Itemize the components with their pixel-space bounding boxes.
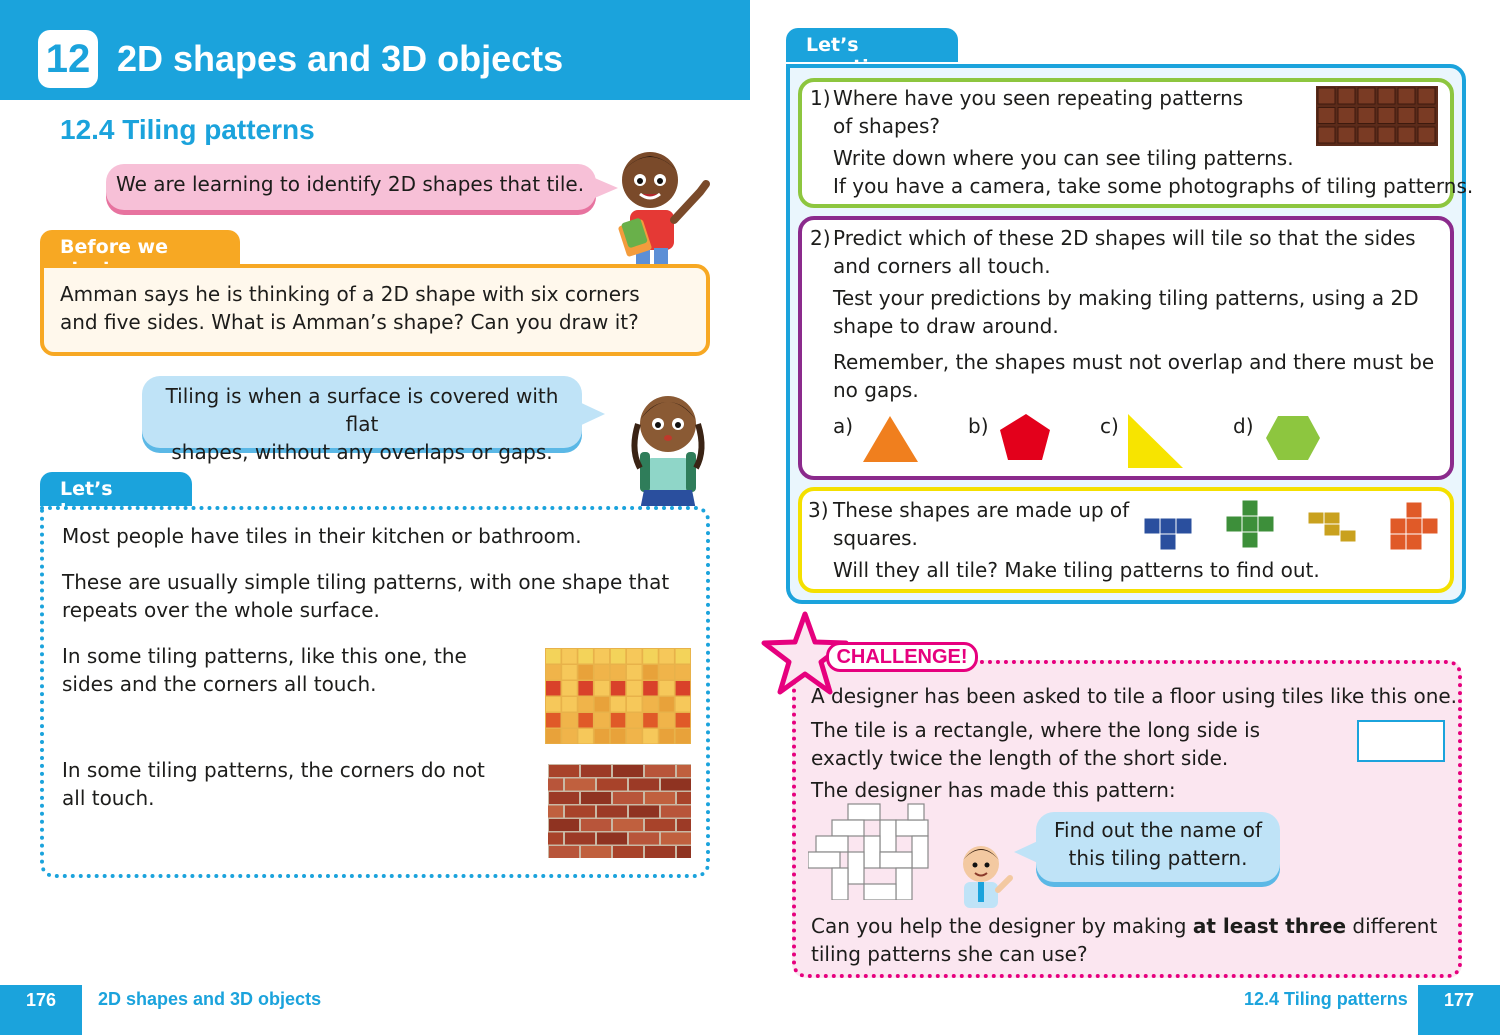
brick <box>548 806 563 818</box>
chocolate-square <box>1318 108 1335 124</box>
challenge-line1: A designer has been asked to tile a floor using tiles like this one. <box>811 684 1458 708</box>
brick <box>565 833 595 845</box>
square-tiles-photo <box>545 648 691 744</box>
square-tile <box>643 665 658 680</box>
brick <box>645 792 675 804</box>
q2-text <box>833 224 1434 404</box>
brick <box>677 819 691 831</box>
chapter-number-badge: 12 <box>38 30 98 88</box>
brick <box>629 833 659 845</box>
find-name-line2: this tiling pattern. <box>1068 846 1248 870</box>
lets-learn-p4 <box>62 756 485 812</box>
pentagon-shape <box>1000 414 1050 460</box>
square-tile <box>676 697 691 712</box>
square-tile <box>562 649 577 664</box>
q2-line6: no gaps. <box>833 378 919 402</box>
brick <box>597 833 627 845</box>
brick <box>629 806 659 818</box>
brick <box>549 819 579 831</box>
square-tile <box>659 697 674 712</box>
brick <box>581 792 611 804</box>
q2-line1: Predict which of these 2D shapes will tile so that the sides <box>833 226 1416 250</box>
brick <box>645 819 675 831</box>
challenge-line6: tiling patterns she can use? <box>811 942 1088 966</box>
chocolate-square <box>1318 88 1335 104</box>
square-tile <box>676 649 691 664</box>
herringbone-tile <box>908 804 924 820</box>
square-tile <box>676 729 691 744</box>
challenge-line2: The tile is a rectangle, where the long side is <box>811 718 1261 742</box>
square-tile <box>562 681 577 696</box>
herringbone-tile <box>848 804 880 820</box>
square-tile <box>546 729 561 744</box>
square-tile <box>627 713 642 728</box>
q1-number: 1) <box>810 86 831 110</box>
square-tile <box>611 665 626 680</box>
herringbone-tile <box>896 820 928 836</box>
lets-practise-tab: Let’s <box>786 28 958 62</box>
lets-learn-p4-line1: In some tiling patterns, the corners do not <box>62 758 485 782</box>
square-tile <box>578 713 593 728</box>
challenge-line5 <box>811 912 1437 940</box>
right-triangle-shape <box>1128 414 1183 468</box>
square-tile <box>676 713 691 728</box>
brick <box>549 846 579 858</box>
section-title: 12.4 Tiling patterns <box>60 114 315 145</box>
q2-option-c-label: c) <box>1100 414 1119 438</box>
chapter-title: 2D shapes and 3D objects <box>117 38 564 79</box>
square-tile <box>562 729 577 744</box>
brick <box>661 833 691 845</box>
objective-text: We are learning to identify 2D shapes that tile. <box>116 172 585 196</box>
square-tile <box>643 681 658 696</box>
brick <box>548 779 563 791</box>
chocolate-square <box>1338 127 1355 143</box>
q1-line4: If you have a camera, take some photographs of tiling patterns. <box>833 174 1474 198</box>
square-tile <box>627 729 642 744</box>
q1-line2: of shapes? <box>833 114 941 138</box>
brick <box>613 819 643 831</box>
page-number-left: 176 <box>0 985 82 1035</box>
chocolate-square <box>1338 88 1355 104</box>
brick <box>565 806 595 818</box>
chocolate-square <box>1318 127 1335 143</box>
square-tile <box>595 665 610 680</box>
herringbone-tile <box>864 884 896 900</box>
objective-bubble <box>106 164 596 210</box>
brick <box>661 806 691 818</box>
square-tile <box>659 729 674 744</box>
square-tile <box>578 729 593 744</box>
square-tile <box>595 697 610 712</box>
orange-cross-shape <box>1390 502 1438 550</box>
rectangle-tile-example <box>1357 720 1445 762</box>
q1-line3: Write down where you can see tiling patterns. <box>833 146 1294 170</box>
square-tile <box>643 713 658 728</box>
lets-learn-p2 <box>62 568 669 624</box>
q3-square-shapes <box>1140 498 1445 554</box>
brick <box>645 846 675 858</box>
q2-line3: Test your predictions by making tiling patterns, using a 2D <box>833 286 1419 310</box>
tiling-definition-bubble <box>142 376 582 464</box>
challenge-label: CHALLENGE! <box>826 642 978 672</box>
square-tile <box>659 681 674 696</box>
herringbone-tile <box>848 852 864 884</box>
brick <box>581 846 611 858</box>
small-boy-illustration <box>948 840 1018 908</box>
square-tile <box>578 697 593 712</box>
square-tile <box>546 649 561 664</box>
chocolate-square <box>1398 127 1415 143</box>
page-number-right: 177 <box>1418 985 1500 1035</box>
q2-number: 2) <box>810 226 831 250</box>
herringbone-tile <box>832 820 864 836</box>
square-tile <box>676 681 691 696</box>
herringbone-tile <box>816 836 848 852</box>
challenge-final-question <box>811 912 1437 968</box>
square-tile <box>578 665 593 680</box>
chocolate-square <box>1358 88 1375 104</box>
challenge-line3: exactly twice the length of the short side. <box>811 746 1229 770</box>
lets-learn-p1: Most people have tiles in their kitchen or bathroom. <box>62 524 582 548</box>
square-tile <box>595 649 610 664</box>
q1-line1: Where have you seen repeating patterns <box>833 86 1244 110</box>
brick <box>549 765 579 777</box>
lets-learn-p3-line1: In some tiling patterns, like this one, the <box>62 644 467 668</box>
square-tile <box>595 713 610 728</box>
square-tile <box>595 681 610 696</box>
chocolate-square <box>1338 108 1355 124</box>
footer-section-title: 12.4 Tiling patterns <box>1244 989 1408 1009</box>
brick <box>677 792 691 804</box>
q2-option-a-label: a) <box>833 414 854 438</box>
brick <box>613 792 643 804</box>
find-bubble-tail <box>1014 840 1040 864</box>
q3-line3: Will they all tile? Make tiling patterns to find out. <box>833 558 1320 582</box>
brick <box>597 779 627 791</box>
square-tile <box>546 697 561 712</box>
herringbone-tile <box>896 868 912 900</box>
square-tile <box>627 697 642 712</box>
square-tile <box>546 713 561 728</box>
yellow-step-shape <box>1308 512 1356 542</box>
square-tile <box>562 697 577 712</box>
square-tile <box>611 729 626 744</box>
square-tile <box>611 697 626 712</box>
challenge-line5-bold: at least three <box>1192 914 1347 938</box>
q2-line4: shape to draw around. <box>833 314 1059 338</box>
footer-chapter-title: 2D shapes and 3D objects <box>98 989 322 1009</box>
square-tile <box>627 681 642 696</box>
chocolate-square <box>1358 127 1375 143</box>
square-tile <box>659 713 674 728</box>
square-tile <box>643 649 658 664</box>
brick <box>581 819 611 831</box>
lets-learn-p3-line2: sides and the corners all touch. <box>62 672 377 696</box>
green-plus-shape <box>1226 500 1274 548</box>
herringbone-tile <box>912 836 928 868</box>
challenge-line5-post: different <box>1346 914 1438 938</box>
square-tile <box>611 649 626 664</box>
square-tile <box>562 665 577 680</box>
hexagon-shape <box>1266 416 1320 460</box>
chocolate-square <box>1418 108 1435 124</box>
square-tile <box>627 665 642 680</box>
triangle-shape <box>863 416 918 462</box>
lets-learn-tab: Let’s <box>40 472 192 506</box>
find-name-bubble <box>1036 812 1280 882</box>
brick <box>661 779 691 791</box>
chocolate-square <box>1398 108 1415 124</box>
herringbone-tile <box>880 852 912 868</box>
challenge-line5-pre: Can you help the designer by making <box>811 914 1193 938</box>
square-tile <box>595 729 610 744</box>
brick <box>613 846 643 858</box>
tiling-bubble-tail <box>575 400 605 428</box>
brick <box>613 765 643 777</box>
brick <box>677 765 691 777</box>
find-name-line1: Find out the name of <box>1054 818 1262 842</box>
chocolate-square <box>1378 108 1395 124</box>
chocolate-square <box>1378 127 1395 143</box>
brick <box>597 806 627 818</box>
tiling-definition-line1: Tiling is when a surface is covered with flat <box>165 384 559 436</box>
lets-learn-p4-line2: all touch. <box>62 786 155 810</box>
q3-line1: These shapes are made up of <box>833 498 1130 522</box>
tiling-definition-line2: shapes, without any overlaps or gaps. <box>171 440 553 464</box>
herringbone-tile <box>880 820 896 852</box>
brick <box>565 779 595 791</box>
herringbone-pattern <box>808 802 940 900</box>
q2-option-d-label: d) <box>1233 414 1254 438</box>
herringbone-tile <box>808 852 840 868</box>
square-tile <box>643 729 658 744</box>
chocolate-square <box>1398 88 1415 104</box>
q2-option-b-label: b) <box>968 414 989 438</box>
lets-learn-p2-line1: These are usually simple tiling patterns, with one shape that <box>62 570 670 594</box>
chocolate-square <box>1418 127 1435 143</box>
q2-line5: Remember, the shapes must not overlap and there must be <box>833 350 1435 374</box>
square-tile <box>676 665 691 680</box>
before-we-start-tab: Before we <box>40 230 240 264</box>
brick <box>629 779 659 791</box>
before-we-start-line1: Amman says he is thinking of a 2D shape with six corners <box>60 282 640 306</box>
square-tile <box>546 681 561 696</box>
before-we-start-box <box>40 264 710 356</box>
square-tile <box>578 649 593 664</box>
before-we-start-line2: and five sides. What is Amman’s shape? Can you draw it? <box>60 310 639 334</box>
square-tile <box>578 681 593 696</box>
lets-learn-p3 <box>62 642 467 698</box>
square-tile <box>627 649 642 664</box>
square-tile <box>659 649 674 664</box>
square-tile <box>562 713 577 728</box>
herringbone-tile <box>864 836 880 868</box>
challenge-tile-description <box>811 716 1260 804</box>
challenge-line4: The designer has made this pattern: <box>811 778 1176 802</box>
square-tile <box>611 681 626 696</box>
q3-number: 3) <box>808 498 829 522</box>
square-tile <box>611 713 626 728</box>
chocolate-bar-photo <box>1316 86 1438 146</box>
chocolate-square <box>1378 88 1395 104</box>
q2-shapes <box>860 410 1330 470</box>
brick-wall-photo <box>548 764 691 858</box>
herringbone-tile <box>832 868 848 900</box>
q2-line2: and corners all touch. <box>833 254 1051 278</box>
brick <box>548 833 563 845</box>
square-tile <box>546 665 561 680</box>
chocolate-square <box>1418 88 1435 104</box>
square-tile <box>643 697 658 712</box>
brick <box>549 792 579 804</box>
blue-t-shape <box>1144 518 1192 550</box>
brick <box>581 765 611 777</box>
brick <box>677 846 691 858</box>
square-tile <box>659 665 674 680</box>
chocolate-square <box>1358 108 1375 124</box>
q3-line2: squares. <box>833 526 918 550</box>
brick <box>645 765 675 777</box>
lets-learn-p2-line2: repeats over the whole surface. <box>62 598 380 622</box>
